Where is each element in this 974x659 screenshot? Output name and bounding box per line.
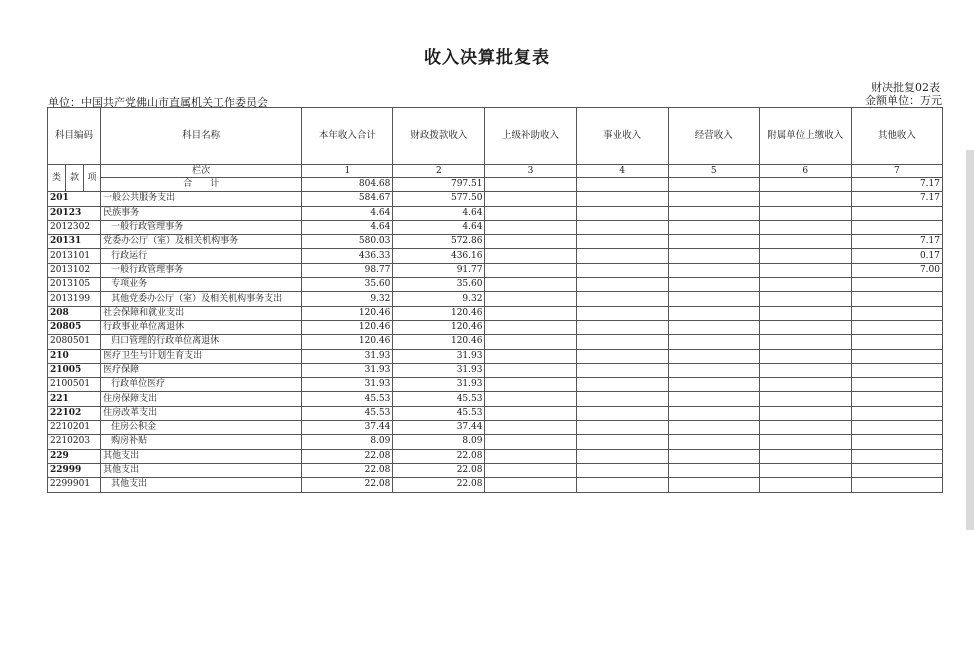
row-c4 — [576, 235, 668, 249]
row-code: 2100501 — [48, 378, 101, 392]
row-name: 购房补贴 — [101, 435, 302, 449]
row-c3 — [485, 378, 576, 392]
row-c6 — [759, 206, 851, 220]
row-name: 行政运行 — [101, 249, 302, 263]
row-c7 — [851, 478, 942, 492]
row-code: 22999 — [48, 463, 101, 477]
row-c2: 91.77 — [393, 263, 485, 277]
row-c4 — [576, 335, 668, 349]
row-c7 — [851, 363, 942, 377]
table-row — [48, 206, 943, 220]
row-c3 — [485, 220, 576, 234]
row-c2: 120.46 — [393, 335, 485, 349]
row-c5 — [668, 306, 759, 320]
row-c1: 580.03 — [302, 235, 393, 249]
table-row — [48, 478, 943, 492]
row-c1: 9.32 — [302, 292, 393, 306]
table-row — [48, 363, 943, 377]
row-c2: 8.09 — [393, 435, 485, 449]
table-row — [48, 192, 943, 206]
row-code: 2013102 — [48, 263, 101, 277]
header-code: 科目编码 — [48, 108, 101, 165]
row-c1: 4.64 — [302, 220, 393, 234]
row-code: 2080501 — [48, 335, 101, 349]
row-c3 — [485, 235, 576, 249]
header-c5: 经营收入 — [668, 108, 759, 165]
row-c3 — [485, 463, 576, 477]
row-code: 2013101 — [48, 249, 101, 263]
row-c1: 22.08 — [302, 478, 393, 492]
index-4: 4 — [576, 165, 668, 178]
row-name: 行政单位医疗 — [101, 378, 302, 392]
row-c3 — [485, 263, 576, 277]
income-report-table — [47, 107, 943, 493]
row-c3 — [485, 335, 576, 349]
row-c7 — [851, 278, 942, 292]
total-c6 — [759, 178, 851, 192]
row-c2: 4.64 — [393, 206, 485, 220]
header-c7: 其他收入 — [851, 108, 942, 165]
row-c2: 4.64 — [393, 220, 485, 234]
row-c3 — [485, 320, 576, 334]
row-c7 — [851, 292, 942, 306]
row-c6 — [759, 421, 851, 435]
row-code: 221 — [48, 392, 101, 406]
row-c4 — [576, 306, 668, 320]
row-c7 — [851, 220, 942, 234]
row-c1: 4.64 — [302, 206, 393, 220]
row-name: 民族事务 — [101, 206, 302, 220]
row-c3 — [485, 292, 576, 306]
row-c1: 45.53 — [302, 392, 393, 406]
row-c6 — [759, 406, 851, 420]
row-c2: 22.08 — [393, 449, 485, 463]
row-c6 — [759, 463, 851, 477]
row-c5 — [668, 421, 759, 435]
row-c1: 35.60 — [302, 278, 393, 292]
table-row — [48, 249, 943, 263]
row-c6 — [759, 235, 851, 249]
row-c3 — [485, 435, 576, 449]
row-c6 — [759, 378, 851, 392]
header-c3: 上级补助收入 — [485, 108, 576, 165]
row-c4 — [576, 278, 668, 292]
row-name: 医疗卫生与计划生育支出 — [101, 349, 302, 363]
table-row — [48, 421, 943, 435]
money-unit-label: 金额单位：万元 — [865, 94, 942, 107]
row-c1: 31.93 — [302, 363, 393, 377]
row-c3 — [485, 206, 576, 220]
row-c2: 577.50 — [393, 192, 485, 206]
table-row — [48, 263, 943, 277]
row-c4 — [576, 449, 668, 463]
table-row — [48, 435, 943, 449]
row-c2: 9.32 — [393, 292, 485, 306]
row-c6 — [759, 449, 851, 463]
row-name: 其他支出 — [101, 463, 302, 477]
row-c1: 436.33 — [302, 249, 393, 263]
row-code: 2210203 — [48, 435, 101, 449]
row-c6 — [759, 349, 851, 363]
row-c3 — [485, 421, 576, 435]
index-7: 7 — [851, 165, 942, 178]
header-c4: 事业收入 — [576, 108, 668, 165]
row-c6 — [759, 363, 851, 377]
row-c2: 120.46 — [393, 320, 485, 334]
index-5: 5 — [668, 165, 759, 178]
report-title: 收入决算批复表 — [424, 48, 550, 68]
row-c2: 45.53 — [393, 406, 485, 420]
row-c3 — [485, 392, 576, 406]
form-number: 财决批复02表 — [871, 81, 940, 94]
sub-section: 款 — [66, 165, 84, 192]
row-c5 — [668, 406, 759, 420]
row-c7 — [851, 335, 942, 349]
row-c4 — [576, 363, 668, 377]
row-c5 — [668, 435, 759, 449]
row-c2: 22.08 — [393, 463, 485, 477]
row-c3 — [485, 192, 576, 206]
row-c1: 22.08 — [302, 449, 393, 463]
row-c5 — [668, 192, 759, 206]
row-c7 — [851, 378, 942, 392]
row-name: 其他支出 — [101, 449, 302, 463]
header-c1: 本年收入合计 — [302, 108, 393, 165]
total-label: 合 计 — [101, 178, 302, 192]
table-row — [48, 449, 943, 463]
row-c5 — [668, 278, 759, 292]
row-c7 — [851, 435, 942, 449]
row-code: 22102 — [48, 406, 101, 420]
row-c4 — [576, 406, 668, 420]
row-code: 20131 — [48, 235, 101, 249]
row-c6 — [759, 192, 851, 206]
row-c5 — [668, 206, 759, 220]
row-c4 — [576, 220, 668, 234]
row-c7 — [851, 463, 942, 477]
header-c6: 附属单位上缴收入 — [759, 108, 851, 165]
row-name: 其他党委办公厅（室）及相关机构事务支出 — [101, 292, 302, 306]
total-c3 — [485, 178, 576, 192]
row-c3 — [485, 278, 576, 292]
row-c4 — [576, 378, 668, 392]
row-name: 一般行政管理事务 — [101, 263, 302, 277]
row-c1: 120.46 — [302, 335, 393, 349]
row-code: 208 — [48, 306, 101, 320]
row-c5 — [668, 392, 759, 406]
row-c2: 31.93 — [393, 378, 485, 392]
row-c4 — [576, 320, 668, 334]
total-c7: 7.17 — [851, 178, 942, 192]
row-c1: 120.46 — [302, 320, 393, 334]
row-c1: 45.53 — [302, 406, 393, 420]
index-2: 2 — [393, 165, 485, 178]
index-6: 6 — [759, 165, 851, 178]
row-c7: 7.17 — [851, 235, 942, 249]
row-name: 住房改革支出 — [101, 406, 302, 420]
row-code: 2210201 — [48, 421, 101, 435]
row-c3 — [485, 449, 576, 463]
row-name: 一般行政管理事务 — [101, 220, 302, 234]
total-c4 — [576, 178, 668, 192]
row-code: 210 — [48, 349, 101, 363]
row-name: 行政事业单位离退休 — [101, 320, 302, 334]
row-c6 — [759, 263, 851, 277]
row-code: 2299901 — [48, 478, 101, 492]
row-c2: 22.08 — [393, 478, 485, 492]
row-c1: 120.46 — [302, 306, 393, 320]
row-c6 — [759, 392, 851, 406]
row-c2: 37.44 — [393, 421, 485, 435]
row-c1: 584.67 — [302, 192, 393, 206]
row-c3 — [485, 363, 576, 377]
row-c7 — [851, 320, 942, 334]
row-c4 — [576, 435, 668, 449]
row-c7: 7.17 — [851, 192, 942, 206]
total-c5 — [668, 178, 759, 192]
row-c6 — [759, 292, 851, 306]
row-name: 住房公积金 — [101, 421, 302, 435]
table-row — [48, 320, 943, 334]
table-row — [48, 292, 943, 306]
row-c2: 31.93 — [393, 363, 485, 377]
row-c7 — [851, 406, 942, 420]
row-code: 2013199 — [48, 292, 101, 306]
row-c2: 436.16 — [393, 249, 485, 263]
row-c4 — [576, 421, 668, 435]
table-row — [48, 392, 943, 406]
row-c5 — [668, 235, 759, 249]
row-c6 — [759, 249, 851, 263]
row-c1: 31.93 — [302, 378, 393, 392]
sub-class: 类 — [48, 165, 66, 192]
row-c4 — [576, 249, 668, 263]
total-c1: 804.68 — [302, 178, 393, 192]
row-c7 — [851, 392, 942, 406]
header-name: 科目名称 — [101, 108, 302, 165]
row-c1: 8.09 — [302, 435, 393, 449]
table-row — [48, 335, 943, 349]
row-c7 — [851, 206, 942, 220]
row-c3 — [485, 249, 576, 263]
row-c5 — [668, 449, 759, 463]
table-row — [48, 349, 943, 363]
row-c7 — [851, 421, 942, 435]
row-name: 归口管理的行政单位离退休 — [101, 335, 302, 349]
row-name: 一般公共服务支出 — [101, 192, 302, 206]
table-row — [48, 378, 943, 392]
row-code: 229 — [48, 449, 101, 463]
row-c5 — [668, 263, 759, 277]
row-c3 — [485, 349, 576, 363]
row-c3 — [485, 478, 576, 492]
unit-label: 单位：中国共产党佛山市直属机关工作委员会 — [48, 96, 268, 109]
row-c1: 22.08 — [302, 463, 393, 477]
row-c7 — [851, 449, 942, 463]
row-c7: 7.00 — [851, 263, 942, 277]
row-c7 — [851, 349, 942, 363]
row-code: 2012302 — [48, 220, 101, 234]
row-c4 — [576, 349, 668, 363]
row-c6 — [759, 306, 851, 320]
row-c4 — [576, 263, 668, 277]
row-c5 — [668, 463, 759, 477]
page-edge-shadow — [966, 150, 974, 530]
table-row — [48, 235, 943, 249]
row-c3 — [485, 306, 576, 320]
row-c5 — [668, 478, 759, 492]
row-c4 — [576, 478, 668, 492]
row-name: 专项业务 — [101, 278, 302, 292]
row-c6 — [759, 320, 851, 334]
row-c2: 572.86 — [393, 235, 485, 249]
row-c1: 31.93 — [302, 349, 393, 363]
row-c4 — [576, 463, 668, 477]
row-c6 — [759, 435, 851, 449]
row-c5 — [668, 320, 759, 334]
header-c2: 财政拨款收入 — [393, 108, 485, 165]
index-label: 栏次 — [101, 165, 302, 178]
row-c7: 0.17 — [851, 249, 942, 263]
row-code: 20123 — [48, 206, 101, 220]
row-name: 住房保障支出 — [101, 392, 302, 406]
row-c6 — [759, 278, 851, 292]
row-c5 — [668, 220, 759, 234]
row-name: 其他支出 — [101, 478, 302, 492]
row-c1: 37.44 — [302, 421, 393, 435]
row-c1: 98.77 — [302, 263, 393, 277]
row-c5 — [668, 335, 759, 349]
row-code: 201 — [48, 192, 101, 206]
table-row — [48, 220, 943, 234]
row-c5 — [668, 249, 759, 263]
row-c6 — [759, 335, 851, 349]
row-c5 — [668, 349, 759, 363]
total-c2: 797.51 — [393, 178, 485, 192]
table-row — [48, 278, 943, 292]
index-1: 1 — [302, 165, 393, 178]
row-c7 — [851, 306, 942, 320]
sub-item: 项 — [84, 165, 101, 192]
row-c5 — [668, 378, 759, 392]
row-c5 — [668, 363, 759, 377]
row-c2: 31.93 — [393, 349, 485, 363]
table-row — [48, 306, 943, 320]
row-name: 医疗保障 — [101, 363, 302, 377]
row-c2: 35.60 — [393, 278, 485, 292]
row-c4 — [576, 192, 668, 206]
row-code: 2013105 — [48, 278, 101, 292]
row-c4 — [576, 292, 668, 306]
row-c6 — [759, 478, 851, 492]
row-code: 21005 — [48, 363, 101, 377]
row-c3 — [485, 406, 576, 420]
row-c2: 45.53 — [393, 392, 485, 406]
row-code: 20805 — [48, 320, 101, 334]
row-name: 党委办公厅（室）及相关机构事务 — [101, 235, 302, 249]
table-row — [48, 406, 943, 420]
row-c5 — [668, 292, 759, 306]
index-3: 3 — [485, 165, 576, 178]
table-row — [48, 463, 943, 477]
row-name: 社会保障和就业支出 — [101, 306, 302, 320]
row-c4 — [576, 392, 668, 406]
row-c6 — [759, 220, 851, 234]
row-c4 — [576, 206, 668, 220]
row-c2: 120.46 — [393, 306, 485, 320]
